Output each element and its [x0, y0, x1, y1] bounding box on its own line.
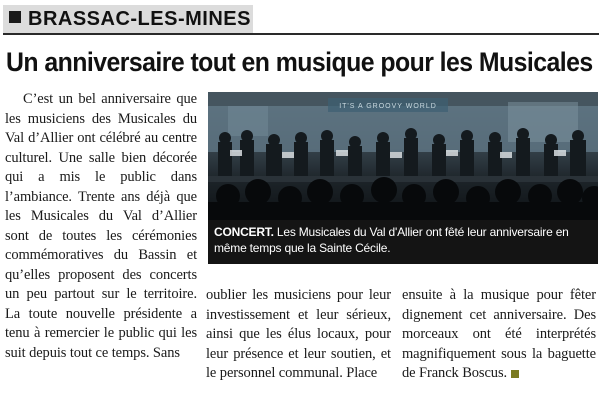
article-column-1: C’est un bel anniversaire que les musiciens des Musicales du Val d’Allier ont célébré au centre culturel. Une salle bien décorée qui a mis le public dans l’ambiance. Trente ans déjà que les Musicales du Val d’Allier sont de toutes les cérémonies commémoratives du Bassin et qu’elles proposent des concerts un peu partout sur le territoire. La toute nouvelle présidente a tenu à remercier le public qui les suit depuis tout ce temps. Sans: [5, 91, 197, 361]
section-header: [0, 0, 602, 38]
caption-lead: CONCERT.: [214, 225, 274, 239]
end-of-article-icon: [511, 370, 519, 378]
article-column-3: [402, 286, 596, 384]
photo-caption: [208, 220, 598, 264]
concert-photo: [208, 92, 598, 220]
caption-text: Les Musicales du Val d'Allier ont fêté leur anniversaire en même temps que la Sainte Cécile.: [214, 225, 569, 255]
photo-banner-text: IT'S A GROOVY WORLD: [339, 103, 437, 110]
concert-photo-illustration: [208, 92, 598, 220]
section-square-icon: [9, 11, 21, 23]
article-column-3-text: ensuite à la musique pour fêter dignement cet anniversaire. Des morceaux ont été interprétés magnifiquement sous la baguette de Franck Boscus.: [402, 287, 596, 381]
article-column-2: oublier les musiciens pour leur investissement et leur sérieux, ainsi que les élus locaux, pour leur présence et leur soutien, et le personnel communal. Place: [206, 287, 391, 381]
section-name: BRASSAC-LES-MINES: [28, 8, 251, 30]
section-rule: [3, 33, 599, 35]
headline: Un anniversaire tout en musique pour les Musicales: [6, 47, 593, 77]
